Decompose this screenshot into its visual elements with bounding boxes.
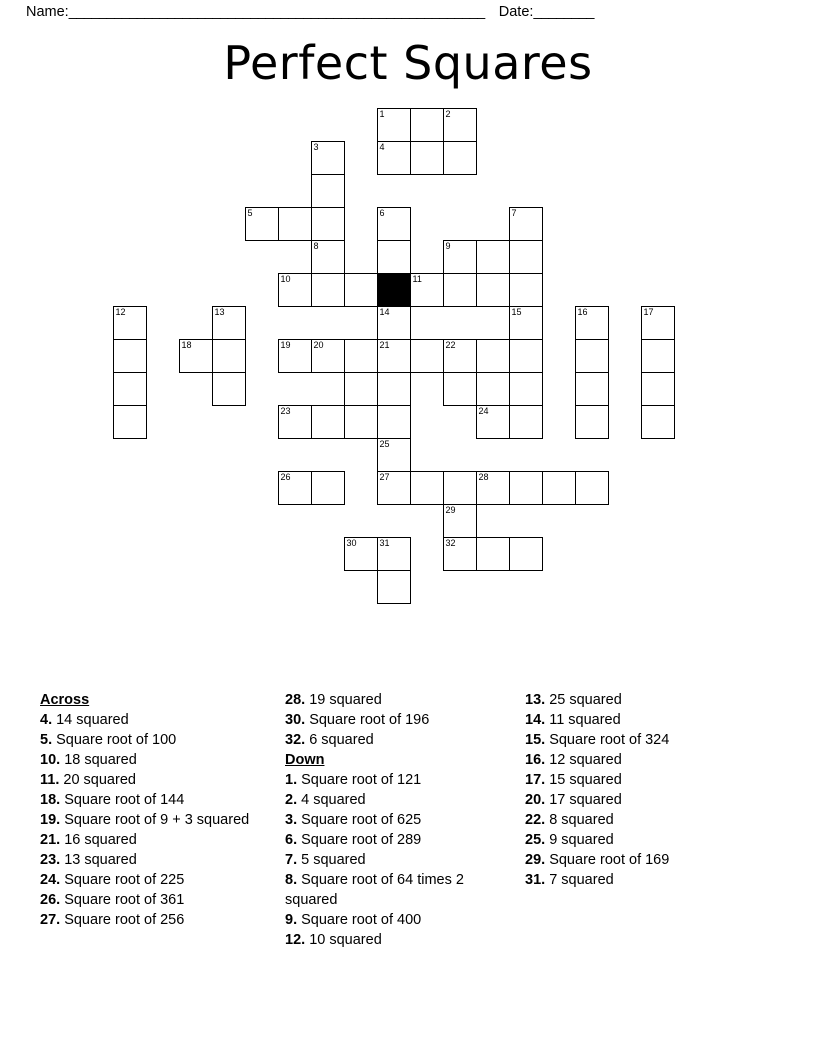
grid-cell[interactable] <box>212 339 246 373</box>
clue-number: 17. <box>525 772 546 788</box>
clue-number: 5. <box>40 732 53 748</box>
name-write-line[interactable]: _______________________________________________________ <box>68 4 485 20</box>
grid-cell[interactable] <box>575 339 609 373</box>
cell-number: 19 <box>280 340 291 350</box>
grid-cell[interactable] <box>575 471 609 505</box>
cell-number: 21 <box>379 340 390 350</box>
grid-cell[interactable] <box>509 339 543 373</box>
grid-cell[interactable] <box>212 306 246 340</box>
clue-item <box>525 730 762 750</box>
grid-cell[interactable] <box>311 471 345 505</box>
clue-item <box>40 810 277 830</box>
grid-cell[interactable] <box>377 108 411 142</box>
grid-cell[interactable] <box>410 339 444 373</box>
grid-cell[interactable] <box>410 471 444 505</box>
grid-cell[interactable] <box>641 372 675 406</box>
clue-item <box>285 790 517 810</box>
clue-text: Square root of 144 <box>60 792 185 808</box>
clue-item <box>40 890 277 910</box>
clue-text: 17 squared <box>545 792 622 808</box>
clue-item <box>285 870 517 910</box>
grid-cell[interactable] <box>113 372 147 406</box>
grid-cell[interactable] <box>575 405 609 439</box>
grid-cell[interactable] <box>509 306 543 340</box>
cell-number: 27 <box>379 472 390 482</box>
clue-item <box>285 730 517 750</box>
clue-text: 11 squared <box>545 712 621 728</box>
clue-item <box>285 710 517 730</box>
grid-cell[interactable] <box>311 174 345 208</box>
clue-number: 32. <box>285 732 306 748</box>
grid-cell[interactable] <box>311 240 345 274</box>
clue-number: 21. <box>40 832 61 848</box>
clue-number: 13. <box>525 692 546 708</box>
clue-number: 24. <box>40 872 61 888</box>
grid-cell[interactable] <box>443 339 477 373</box>
grid-cell[interactable] <box>641 306 675 340</box>
grid-cell[interactable] <box>311 141 345 175</box>
clue-number: 31. <box>525 872 546 888</box>
clue-text: 13 squared <box>60 852 137 868</box>
clue-text: Square root of 289 <box>297 832 422 848</box>
clue-text: Square root of 196 <box>305 712 430 728</box>
grid-cell[interactable] <box>311 207 345 241</box>
clue-number: 6. <box>285 832 298 848</box>
grid-cell[interactable] <box>212 372 246 406</box>
clue-number: 29. <box>525 852 546 868</box>
cell-number: 7 <box>511 208 517 218</box>
clue-text: 4 squared <box>297 792 366 808</box>
clue-column-3 <box>525 690 770 950</box>
clue-text: 12 squared <box>545 752 622 768</box>
grid-cell[interactable] <box>509 372 543 406</box>
clue-item <box>525 710 762 730</box>
cell-number: 5 <box>247 208 253 218</box>
grid-cell[interactable] <box>443 537 477 571</box>
grid-cell[interactable] <box>278 405 312 439</box>
grid-cell[interactable] <box>443 504 477 538</box>
clue-item <box>285 910 517 930</box>
grid-cell[interactable] <box>509 537 543 571</box>
clue-item <box>285 690 517 710</box>
clue-text: Square root of 225 <box>60 872 185 888</box>
grid-cell[interactable] <box>377 339 411 373</box>
clues-section <box>0 690 816 950</box>
clue-item <box>525 870 762 890</box>
clue-text: Square root of 324 <box>545 732 670 748</box>
grid-cell[interactable] <box>377 405 411 439</box>
clue-number: 10. <box>40 752 61 768</box>
clue-number: 1. <box>285 772 298 788</box>
clue-item <box>525 690 762 710</box>
grid-cell[interactable] <box>410 273 444 307</box>
grid-cell[interactable] <box>278 273 312 307</box>
clue-number: 26. <box>40 892 61 908</box>
cell-number: 3 <box>313 142 319 152</box>
clue-number: 27. <box>40 912 61 928</box>
grid-cell[interactable] <box>641 339 675 373</box>
grid-cell[interactable] <box>443 273 477 307</box>
clue-text: 18 squared <box>60 752 137 768</box>
clue-text: 25 squared <box>545 692 622 708</box>
cell-number: 10 <box>280 274 291 284</box>
grid-cell[interactable] <box>377 240 411 274</box>
cell-number: 28 <box>478 472 489 482</box>
cell-number: 6 <box>379 208 385 218</box>
clue-text: Square root of 625 <box>297 812 422 828</box>
clue-item <box>40 710 277 730</box>
clue-number: 25. <box>525 832 546 848</box>
clue-heading-down: Down <box>285 752 325 768</box>
grid-cell[interactable] <box>344 537 378 571</box>
grid-cell[interactable] <box>278 207 312 241</box>
clue-item <box>285 830 517 850</box>
clue-text: Square root of 361 <box>60 892 185 908</box>
date-write-line[interactable]: ________ <box>533 4 594 20</box>
grid-cell[interactable] <box>443 240 477 274</box>
cell-number: 9 <box>445 241 451 251</box>
grid-cell[interactable] <box>509 207 543 241</box>
cell-number: 18 <box>181 340 192 350</box>
clue-item <box>285 810 517 830</box>
clue-text: 19 squared <box>305 692 382 708</box>
cell-number: 1 <box>379 109 385 119</box>
clue-item <box>525 770 762 790</box>
grid-cell[interactable] <box>641 405 675 439</box>
name-label: Name: <box>26 4 69 20</box>
grid-cell[interactable] <box>344 372 378 406</box>
clue-number: 8. <box>285 872 298 888</box>
clue-text: 6 squared <box>305 732 374 748</box>
grid-cell[interactable] <box>377 372 411 406</box>
cell-number: 2 <box>445 109 451 119</box>
crossword-grid[interactable] <box>0 104 816 644</box>
clue-text: 16 squared <box>60 832 137 848</box>
clue-number: 3. <box>285 812 298 828</box>
cell-number: 26 <box>280 472 291 482</box>
clue-text: Square root of 256 <box>60 912 185 928</box>
grid-cell[interactable] <box>410 141 444 175</box>
grid-cell[interactable] <box>443 372 477 406</box>
clue-number: 28. <box>285 692 306 708</box>
grid-cell[interactable] <box>443 108 477 142</box>
clue-item <box>525 750 762 770</box>
grid-block-cell <box>377 273 411 307</box>
clue-text: Square root of 64 times 2 squared <box>285 872 464 908</box>
grid-cell[interactable] <box>344 339 378 373</box>
clue-number: 18. <box>40 792 61 808</box>
clue-item <box>285 930 517 950</box>
clue-item <box>40 870 277 890</box>
clue-item <box>40 730 277 750</box>
grid-cell[interactable] <box>476 240 510 274</box>
clue-text: 5 squared <box>297 852 366 868</box>
grid-cell[interactable] <box>509 471 543 505</box>
grid-cell[interactable] <box>377 306 411 340</box>
grid-cell[interactable] <box>575 372 609 406</box>
clue-item <box>40 910 277 930</box>
grid-cell[interactable] <box>377 537 411 571</box>
grid-cell[interactable] <box>476 537 510 571</box>
cell-number: 15 <box>511 307 522 317</box>
clue-text: 8 squared <box>545 812 614 828</box>
grid-cell[interactable] <box>443 471 477 505</box>
clue-item <box>40 750 277 770</box>
clue-item <box>285 850 517 870</box>
clue-heading-across: Across <box>40 692 90 708</box>
clue-text: 9 squared <box>545 832 614 848</box>
grid-cell[interactable] <box>509 240 543 274</box>
grid-cell[interactable] <box>377 141 411 175</box>
cell-number: 4 <box>379 142 385 152</box>
clue-number: 2. <box>285 792 298 808</box>
clue-item <box>40 770 277 790</box>
cell-number: 13 <box>214 307 225 317</box>
clue-item <box>40 830 277 850</box>
grid-cell[interactable] <box>476 405 510 439</box>
clue-column-2 <box>285 690 525 950</box>
grid-cell[interactable] <box>113 405 147 439</box>
cell-number: 31 <box>379 538 390 548</box>
cell-number: 23 <box>280 406 291 416</box>
grid-cell[interactable] <box>410 108 444 142</box>
clue-number: 30. <box>285 712 306 728</box>
clue-item <box>525 790 762 810</box>
cell-number: 24 <box>478 406 489 416</box>
clue-number: 4. <box>40 712 53 728</box>
grid-cell[interactable] <box>377 471 411 505</box>
clue-number: 11. <box>40 772 60 788</box>
clue-column-1 <box>40 690 285 950</box>
grid-cell[interactable] <box>476 471 510 505</box>
cell-number: 11 <box>412 274 422 284</box>
clue-number: 7. <box>285 852 298 868</box>
cell-number: 14 <box>379 307 390 317</box>
cell-number: 25 <box>379 439 390 449</box>
cell-number: 29 <box>445 505 456 515</box>
grid-cell[interactable] <box>278 339 312 373</box>
page-title: Perfect Squares <box>223 36 593 90</box>
grid-cell[interactable] <box>377 207 411 241</box>
clue-number: 23. <box>40 852 61 868</box>
clue-number: 16. <box>525 752 546 768</box>
clue-number: 14. <box>525 712 546 728</box>
grid-cell[interactable] <box>179 339 213 373</box>
grid-cell[interactable] <box>113 306 147 340</box>
clue-text: Square root of 400 <box>297 912 422 928</box>
cell-number: 8 <box>313 241 319 251</box>
cell-number: 12 <box>115 307 126 317</box>
clue-item <box>525 850 762 870</box>
clue-item <box>40 790 277 810</box>
grid-cell[interactable] <box>476 339 510 373</box>
clue-item <box>525 830 762 850</box>
cell-number: 22 <box>445 340 456 350</box>
grid-cell[interactable] <box>509 405 543 439</box>
clue-text: 14 squared <box>52 712 129 728</box>
grid-cell[interactable] <box>311 273 345 307</box>
clue-text: Square root of 169 <box>545 852 670 868</box>
clue-text: 20 squared <box>59 772 136 788</box>
cell-number: 20 <box>313 340 324 350</box>
grid-cell[interactable] <box>311 405 345 439</box>
grid-cell[interactable] <box>311 339 345 373</box>
grid-cell[interactable] <box>575 306 609 340</box>
clue-number: 22. <box>525 812 546 828</box>
grid-cell[interactable] <box>377 438 411 472</box>
grid-cell[interactable] <box>443 141 477 175</box>
clue-item <box>285 770 517 790</box>
clue-number: 9. <box>285 912 298 928</box>
date-label: Date: <box>498 4 534 20</box>
clue-text: 7 squared <box>545 872 614 888</box>
grid-cell[interactable] <box>245 207 279 241</box>
grid-cell[interactable] <box>476 273 510 307</box>
clue-item <box>40 850 277 870</box>
clue-number: 12. <box>285 932 306 948</box>
clue-text: 15 squared <box>545 772 622 788</box>
cell-number: 32 <box>445 538 456 548</box>
clue-text: Square root of 9 + 3 squared <box>60 812 250 828</box>
clue-number: 19. <box>40 812 61 828</box>
clue-number: 15. <box>525 732 546 748</box>
grid-cell[interactable] <box>113 339 147 373</box>
clue-text: 10 squared <box>305 932 382 948</box>
grid-cell[interactable] <box>542 471 576 505</box>
grid-cell[interactable] <box>509 273 543 307</box>
clue-text: Square root of 121 <box>297 772 422 788</box>
grid-cell[interactable] <box>278 471 312 505</box>
cell-number: 16 <box>577 307 588 317</box>
clue-item <box>525 810 762 830</box>
grid-cell[interactable] <box>377 570 411 604</box>
worksheet-header <box>26 0 790 24</box>
clue-number: 20. <box>525 792 546 808</box>
grid-cell[interactable] <box>344 405 378 439</box>
clue-text: Square root of 100 <box>52 732 177 748</box>
cell-number: 30 <box>346 538 357 548</box>
cell-number: 17 <box>643 307 654 317</box>
grid-cell[interactable] <box>344 273 378 307</box>
